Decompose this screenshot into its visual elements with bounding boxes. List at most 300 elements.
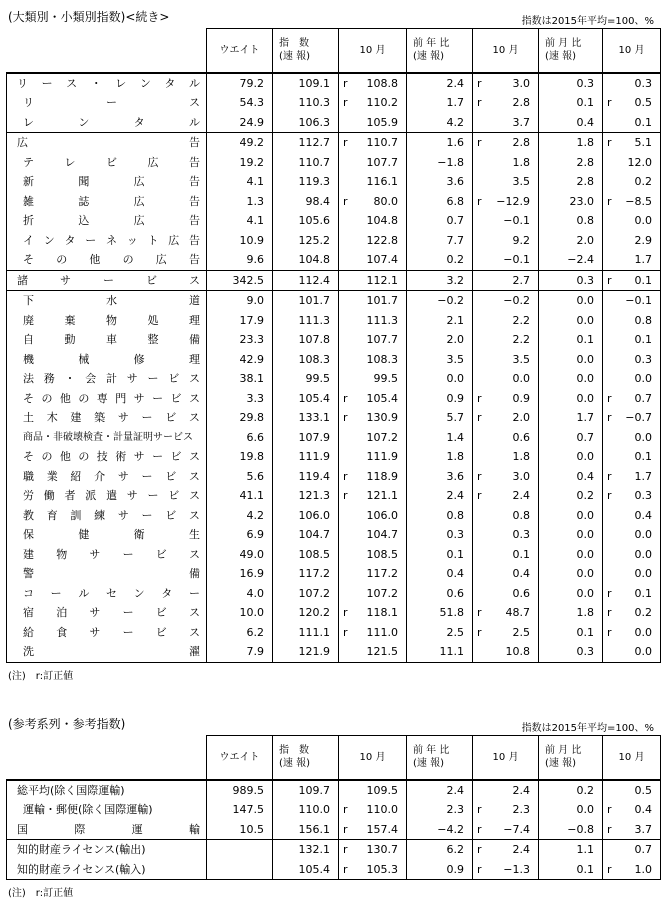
mom-oct-cell: 0.0 [617, 369, 661, 389]
yoy-revised-mark: r [473, 820, 487, 840]
yoy-oct-cell: 3.7 [487, 113, 539, 133]
mom-revised-mark [603, 525, 617, 545]
mom-oct-cell: 0.0 [617, 545, 661, 565]
mom-oct-cell: 0.1 [617, 270, 661, 291]
mom-oct-cell: 0.1 [617, 447, 661, 467]
index-oct-cell: 107.7 [353, 330, 407, 350]
row-label: レ ン タ ル [7, 113, 207, 133]
mom-oct-cell: 0.5 [617, 93, 661, 113]
header-mom-oct: 10 月 [603, 29, 661, 73]
index-oct-cell: 80.0 [353, 192, 407, 212]
yoy-oct-cell: 2.2 [487, 311, 539, 331]
index-oct-cell: 122.8 [353, 231, 407, 251]
table-row [7, 291, 661, 311]
weight-cell: 38.1 [207, 369, 273, 389]
index-revised-mark [339, 211, 353, 231]
mom-cell: 0.0 [539, 291, 603, 311]
row-label: そ の 他 の 技 術 サ ー ビ ス [7, 447, 207, 467]
yoy-cell: 6.2 [407, 840, 473, 860]
row-label: リ ー ス ・ レ ン タ ル [7, 73, 207, 94]
row-label: 知的財産ライセンス(輸入) [7, 860, 207, 880]
mom-revised-mark: r [603, 860, 617, 880]
yoy-oct-cell: −0.1 [487, 211, 539, 231]
row-label: 建 物 サ ー ビ ス [7, 545, 207, 565]
mom-revised-mark [603, 780, 617, 801]
yoy-oct-cell: 0.0 [487, 369, 539, 389]
weight-cell: 9.0 [207, 291, 273, 311]
mom-oct-cell: 0.7 [617, 389, 661, 409]
row-label: 洗 濯 [7, 642, 207, 662]
mom-revised-mark: r [603, 603, 617, 623]
yoy-cell: 1.8 [407, 447, 473, 467]
index-revised-mark [339, 447, 353, 467]
yoy-oct-cell: 3.5 [487, 350, 539, 370]
yoy-cell: 6.8 [407, 192, 473, 212]
index-revised-mark [339, 291, 353, 311]
table-row [7, 467, 661, 487]
row-label: 廃 棄 物 処 理 [7, 311, 207, 331]
yoy-oct-cell: −0.1 [487, 250, 539, 270]
yoy-revised-mark [473, 447, 487, 467]
index-oct-cell: 157.4 [353, 820, 407, 840]
yoy-cell: 2.4 [407, 73, 473, 94]
row-label: 折 込 広 告 [7, 211, 207, 231]
index-revised-mark: r [339, 408, 353, 428]
weight-cell: 49.0 [207, 545, 273, 565]
mom-revised-mark: r [603, 408, 617, 428]
row-label: 新 聞 広 告 [7, 172, 207, 192]
mom-cell: 0.0 [539, 350, 603, 370]
yoy-oct-cell: 3.0 [487, 467, 539, 487]
weight-cell [207, 860, 273, 880]
index-cell: 133.1 [273, 408, 339, 428]
yoy-oct-cell: 2.3 [487, 800, 539, 820]
mom-cell: 0.1 [539, 93, 603, 113]
yoy-revised-mark: r [473, 603, 487, 623]
mom-cell: 0.0 [539, 564, 603, 584]
mom-revised-mark [603, 642, 617, 662]
header-index-oct: 10 月 [339, 29, 407, 73]
table-row [7, 192, 661, 212]
mom-oct-cell: 3.7 [617, 820, 661, 840]
index-revised-mark [339, 113, 353, 133]
index-cell: 132.1 [273, 840, 339, 860]
table-row [7, 153, 661, 173]
index-revised-mark [339, 642, 353, 662]
weight-cell: 49.2 [207, 133, 273, 153]
mom-revised-mark: r [603, 800, 617, 820]
index-oct-cell: 121.1 [353, 486, 407, 506]
mom-revised-mark [603, 545, 617, 565]
section2-unit-note: 指数は2015年平均=100、% [521, 723, 654, 734]
table-row [7, 330, 661, 350]
mom-oct-cell: 0.7 [617, 840, 661, 860]
yoy-cell: 2.4 [407, 780, 473, 801]
index-revised-mark: r [339, 192, 353, 212]
mom-revised-mark: r [603, 270, 617, 291]
yoy-revised-mark: r [473, 623, 487, 643]
yoy-cell: 0.9 [407, 389, 473, 409]
weight-cell: 9.6 [207, 250, 273, 270]
mom-cell: 23.0 [539, 192, 603, 212]
table-row [7, 564, 661, 584]
index-oct-cell: 110.2 [353, 93, 407, 113]
yoy-revised-mark [473, 350, 487, 370]
index-revised-mark [339, 311, 353, 331]
header-yoy-oct: 10 月 [473, 29, 539, 73]
yoy-cell: 2.4 [407, 486, 473, 506]
row-label: コ ー ル セ ン タ ー [7, 584, 207, 604]
mom-revised-mark [603, 291, 617, 311]
weight-cell: 17.9 [207, 311, 273, 331]
yoy-cell: 5.7 [407, 408, 473, 428]
yoy-revised-mark: r [473, 408, 487, 428]
index-cell: 105.4 [273, 860, 339, 880]
mom-cell: −2.4 [539, 250, 603, 270]
header-mom: 前 月 比 (速 報) [539, 736, 603, 780]
weight-cell: 4.0 [207, 584, 273, 604]
index-oct-cell: 108.3 [353, 350, 407, 370]
mom-oct-cell: −0.7 [617, 408, 661, 428]
index-oct-cell: 107.2 [353, 584, 407, 604]
weight-cell: 79.2 [207, 73, 273, 94]
index-revised-mark: r [339, 623, 353, 643]
mom-oct-cell: 0.0 [617, 525, 661, 545]
yoy-revised-mark [473, 153, 487, 173]
mom-revised-mark [603, 250, 617, 270]
index-revised-mark: r [339, 603, 353, 623]
yoy-cell: 2.3 [407, 800, 473, 820]
mom-cell: 0.4 [539, 113, 603, 133]
mom-revised-mark [603, 840, 617, 860]
yoy-cell: −1.8 [407, 153, 473, 173]
row-label: 下 水 道 [7, 291, 207, 311]
row-label: 保 健 衛 生 [7, 525, 207, 545]
index-cell: 109.7 [273, 780, 339, 801]
table-row [7, 369, 661, 389]
yoy-oct-cell: 1.8 [487, 153, 539, 173]
yoy-oct-cell: 2.2 [487, 330, 539, 350]
header-yoy: 前 年 比 (速 報) [407, 736, 473, 780]
index-oct-cell: 107.4 [353, 250, 407, 270]
mom-cell: 0.0 [539, 369, 603, 389]
table-row [7, 428, 661, 448]
yoy-revised-mark [473, 525, 487, 545]
mom-oct-cell: 0.0 [617, 623, 661, 643]
index-cell: 117.2 [273, 564, 339, 584]
yoy-cell: 0.1 [407, 545, 473, 565]
header-mom: 前 月 比 (速 報) [539, 29, 603, 73]
yoy-revised-mark [473, 428, 487, 448]
mom-cell: 0.7 [539, 428, 603, 448]
index-oct-cell: 99.5 [353, 369, 407, 389]
weight-cell: 3.3 [207, 389, 273, 409]
index-revised-mark: r [339, 800, 353, 820]
yoy-cell: 1.7 [407, 93, 473, 113]
yoy-oct-cell: 3.5 [487, 172, 539, 192]
mom-revised-mark [603, 350, 617, 370]
index-cell: 99.5 [273, 369, 339, 389]
weight-cell: 1.3 [207, 192, 273, 212]
yoy-cell: 0.2 [407, 250, 473, 270]
index-oct-cell: 107.2 [353, 428, 407, 448]
table-row [7, 250, 661, 270]
header-weight: ウエイト [207, 29, 273, 73]
yoy-revised-mark: r [473, 133, 487, 153]
index-oct-cell: 101.7 [353, 291, 407, 311]
index-cell: 120.2 [273, 603, 339, 623]
weight-cell: 19.2 [207, 153, 273, 173]
row-label: 運輸・郵便(除く国際運輸) [7, 800, 207, 820]
yoy-cell: 2.1 [407, 311, 473, 331]
mom-revised-mark: r [603, 584, 617, 604]
index-cell: 119.3 [273, 172, 339, 192]
index-cell: 119.4 [273, 467, 339, 487]
index-cell: 105.4 [273, 389, 339, 409]
row-label: 自 動 車 整 備 [7, 330, 207, 350]
index-oct-cell: 104.7 [353, 525, 407, 545]
index-cell: 121.9 [273, 642, 339, 662]
section1-footnote: (注) r:訂正値 [8, 671, 74, 682]
mom-cell: 1.8 [539, 133, 603, 153]
mom-cell: 0.3 [539, 270, 603, 291]
table-row [7, 408, 661, 428]
mom-revised-mark: r [603, 486, 617, 506]
table-row [7, 311, 661, 331]
table-row [7, 820, 661, 840]
mom-oct-cell: 0.0 [617, 211, 661, 231]
header-mom-oct: 10 月 [603, 736, 661, 780]
index-oct-cell: 105.4 [353, 389, 407, 409]
mom-oct-cell: 0.2 [617, 172, 661, 192]
yoy-cell: 3.5 [407, 350, 473, 370]
yoy-revised-mark [473, 506, 487, 526]
index-revised-mark [339, 428, 353, 448]
mom-oct-cell: −8.5 [617, 192, 661, 212]
weight-cell: 41.1 [207, 486, 273, 506]
yoy-oct-cell: 0.4 [487, 564, 539, 584]
yoy-revised-mark [473, 250, 487, 270]
index-cell: 106.3 [273, 113, 339, 133]
weight-cell: 10.5 [207, 820, 273, 840]
header-index: 指 数 (速 報) [273, 736, 339, 780]
mom-cell: 0.0 [539, 311, 603, 331]
index-oct-cell: 112.1 [353, 270, 407, 291]
yoy-revised-mark [473, 369, 487, 389]
row-label: 商品・非破壊検査・計量証明サービス [7, 428, 207, 448]
mom-cell: 0.8 [539, 211, 603, 231]
mom-cell: 0.2 [539, 780, 603, 801]
index-revised-mark: r [339, 840, 353, 860]
row-label: 総平均(除く国際運輸) [7, 780, 207, 801]
row-label: 労 働 者 派 遣 サ ー ビ ス [7, 486, 207, 506]
yoy-revised-mark [473, 545, 487, 565]
yoy-revised-mark: r [473, 860, 487, 880]
table-row [7, 506, 661, 526]
row-label: 雑 誌 広 告 [7, 192, 207, 212]
weight-cell: 6.6 [207, 428, 273, 448]
row-label: そ の 他 の 広 告 [7, 250, 207, 270]
mom-oct-cell: 12.0 [617, 153, 661, 173]
row-label: リ ー ス [7, 93, 207, 113]
yoy-oct-cell: 0.8 [487, 506, 539, 526]
index-cell: 101.7 [273, 291, 339, 311]
mom-revised-mark: r [603, 820, 617, 840]
index-oct-cell: 118.9 [353, 467, 407, 487]
yoy-oct-cell: 2.8 [487, 93, 539, 113]
index-cell: 110.3 [273, 93, 339, 113]
row-label: 給 食 サ ー ビ ス [7, 623, 207, 643]
yoy-cell: 0.0 [407, 369, 473, 389]
weight-cell: 147.5 [207, 800, 273, 820]
yoy-revised-mark: r [473, 486, 487, 506]
mom-revised-mark [603, 73, 617, 94]
index-revised-mark [339, 564, 353, 584]
mom-cell: 0.0 [539, 584, 603, 604]
index-cell: 112.4 [273, 270, 339, 291]
mom-cell: −0.8 [539, 820, 603, 840]
row-label: テ レ ビ 広 告 [7, 153, 207, 173]
yoy-oct-cell: −1.3 [487, 860, 539, 880]
row-label: 知的財産ライセンス(輸出) [7, 840, 207, 860]
mom-cell: 2.0 [539, 231, 603, 251]
row-label: 教 育 訓 練 サ ー ビ ス [7, 506, 207, 526]
yoy-cell: 1.4 [407, 428, 473, 448]
index-oct-cell: 111.3 [353, 311, 407, 331]
mom-revised-mark [603, 330, 617, 350]
table-row [7, 486, 661, 506]
table-row [7, 623, 661, 643]
yoy-cell: 0.9 [407, 860, 473, 880]
index-revised-mark [339, 270, 353, 291]
index-revised-mark: r [339, 820, 353, 840]
index-oct-cell: 130.9 [353, 408, 407, 428]
section2-footnote: (注) r:訂正値 [8, 888, 74, 899]
yoy-revised-mark [473, 113, 487, 133]
yoy-oct-cell: 2.4 [487, 780, 539, 801]
index-revised-mark [339, 545, 353, 565]
index-cell: 98.4 [273, 192, 339, 212]
index-oct-cell: 111.0 [353, 623, 407, 643]
yoy-cell: 2.5 [407, 623, 473, 643]
weight-cell: 54.3 [207, 93, 273, 113]
yoy-oct-cell: 2.4 [487, 840, 539, 860]
weight-cell [207, 840, 273, 860]
mom-cell: 0.1 [539, 623, 603, 643]
reference-index-table [6, 735, 661, 880]
mom-cell: 0.0 [539, 800, 603, 820]
yoy-oct-cell: −0.2 [487, 291, 539, 311]
mom-cell: 0.0 [539, 389, 603, 409]
header-index: 指 数 (速 報) [273, 29, 339, 73]
table-row [7, 113, 661, 133]
mom-cell: 0.3 [539, 73, 603, 94]
index-cell: 104.7 [273, 525, 339, 545]
index-cell: 109.1 [273, 73, 339, 94]
mom-cell: 0.0 [539, 506, 603, 526]
weight-cell: 10.0 [207, 603, 273, 623]
index-cell: 111.1 [273, 623, 339, 643]
yoy-oct-cell: 0.9 [487, 389, 539, 409]
yoy-revised-mark [473, 584, 487, 604]
weight-cell: 6.9 [207, 525, 273, 545]
table-row [7, 231, 661, 251]
mom-oct-cell: 0.4 [617, 800, 661, 820]
mom-revised-mark: r [603, 192, 617, 212]
mom-cell: 0.4 [539, 467, 603, 487]
index-revised-mark [339, 584, 353, 604]
yoy-cell: 0.7 [407, 211, 473, 231]
yoy-cell: 1.6 [407, 133, 473, 153]
row-label: 宿 泊 サ ー ビ ス [7, 603, 207, 623]
weight-cell: 7.9 [207, 642, 273, 662]
index-cell: 111.9 [273, 447, 339, 467]
index-cell: 156.1 [273, 820, 339, 840]
section1-title: (大類別・小類別指数)<続き> [8, 10, 170, 24]
row-label: 国 際 運 輸 [7, 820, 207, 840]
index-cell: 104.8 [273, 250, 339, 270]
yoy-revised-mark [473, 270, 487, 291]
weight-cell: 16.9 [207, 564, 273, 584]
mom-revised-mark [603, 564, 617, 584]
mom-cell: 2.8 [539, 153, 603, 173]
yoy-oct-cell: 10.8 [487, 642, 539, 662]
index-revised-mark [339, 780, 353, 801]
table-row [7, 780, 661, 801]
mom-cell: 0.3 [539, 642, 603, 662]
index-cell: 125.2 [273, 231, 339, 251]
mom-oct-cell: 2.9 [617, 231, 661, 251]
index-cell: 108.3 [273, 350, 339, 370]
mom-oct-cell: 0.4 [617, 506, 661, 526]
mom-cell: 0.0 [539, 545, 603, 565]
mom-oct-cell: 0.0 [617, 564, 661, 584]
weight-cell: 342.5 [207, 270, 273, 291]
table-row [7, 172, 661, 192]
yoy-revised-mark: r [473, 93, 487, 113]
mom-revised-mark [603, 506, 617, 526]
table-row [7, 93, 661, 113]
index-oct-cell: 111.9 [353, 447, 407, 467]
yoy-revised-mark [473, 291, 487, 311]
index-revised-mark: r [339, 389, 353, 409]
row-label: 土 木 建 築 サ ー ビ ス [7, 408, 207, 428]
index-revised-mark: r [339, 133, 353, 153]
mom-revised-mark [603, 211, 617, 231]
index-revised-mark [339, 250, 353, 270]
index-revised-mark: r [339, 467, 353, 487]
row-label: 諸 サ ー ビ ス [7, 270, 207, 291]
yoy-cell: 3.6 [407, 467, 473, 487]
mom-oct-cell: 1.7 [617, 250, 661, 270]
mom-oct-cell: 0.2 [617, 603, 661, 623]
mom-oct-cell: 1.0 [617, 860, 661, 880]
row-label: 機 械 修 理 [7, 350, 207, 370]
mom-revised-mark: r [603, 389, 617, 409]
index-revised-mark [339, 350, 353, 370]
weight-cell: 19.8 [207, 447, 273, 467]
mom-oct-cell: 0.3 [617, 73, 661, 94]
yoy-revised-mark [473, 642, 487, 662]
yoy-cell: 3.6 [407, 172, 473, 192]
mom-cell: 2.8 [539, 172, 603, 192]
index-oct-cell: 105.9 [353, 113, 407, 133]
yoy-oct-cell: −12.9 [487, 192, 539, 212]
index-cell: 111.3 [273, 311, 339, 331]
table-row [7, 800, 661, 820]
mom-revised-mark [603, 447, 617, 467]
index-revised-mark: r [339, 860, 353, 880]
